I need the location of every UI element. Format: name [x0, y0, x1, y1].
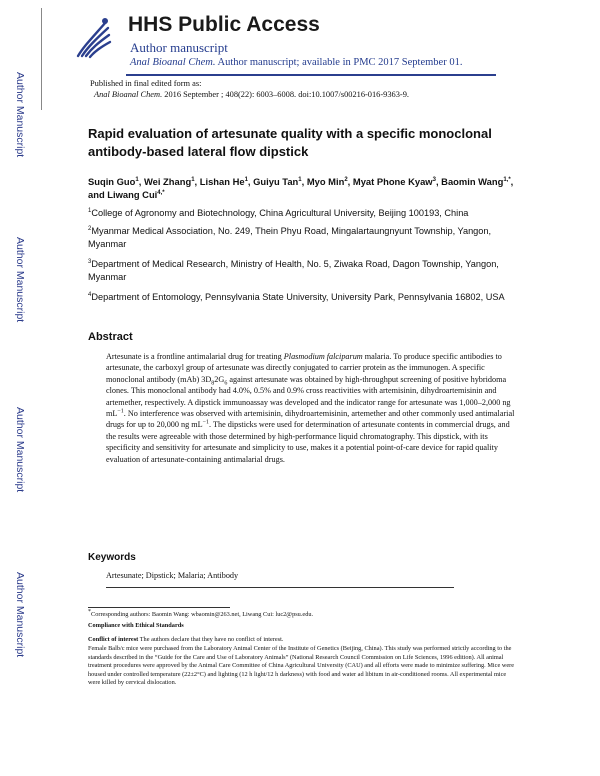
- conflict-statement: Conflict of interest The authors declare that they have no conflict of interest.: [88, 636, 284, 643]
- sidebar-label-1: Author Manuscript: [14, 72, 26, 158]
- abstract-body: Artesunate is a frontline antimalarial drug for treating Plasmodium falciparum malaria. To produce specific antibodies to artesunate, the carboxyl group of artesunate was directly conjugated to carrier protein as the immunogen. A specific monoclonal antibody (mAb) $3D_82G_6$ against artesunate was obtained by high-throughput screening of positive hybridoma clones. This monoclonal antibody had 4.0%, 0.5% and 0.9% cross reactivities with artemisinin, dihydroartemisinin and artemether, respectively. A dipstick immunoassay was developed and the indicator range for artesunate was 1,000–2,000 ng $mL^{-1}$. No interference was observed with artemisinin, dihydroartemisinin, artemether and other commonly used antimalarial drugs for up to 20,000 ng $mL^{-1}$. The dipsticks were used for determination of artesunate contents in commercial drugs, and the results were agreeable with those determined by high-performance liquid chromatography. This dipstick, with its specificity and sensitivity for artesunate and simplicity to use, makes it a potential point-of-care device for rapid quality evaluation of artesunate-containing antimalarial drugs.: [106, 352, 515, 464]
- keywords-rule: [106, 587, 454, 588]
- header-divider: [41, 8, 42, 110]
- affiliation-4: $^4$Department of Entomology, Pennsylvania State University, University Park, Pennsylvania 16802, USA: [88, 291, 505, 302]
- abstract-heading: Abstract: [88, 331, 133, 343]
- author-manuscript-label: Author manuscript: [130, 40, 228, 55]
- header-rule: [126, 74, 496, 76]
- publication-info: Published in final edited form as: Anal Bioanal Chem. 2016 September ; 408(22): 6003–6008. doi:10.1007/s00216-016-9363-9.: [90, 79, 409, 99]
- hhs-eagle-logo: [72, 16, 112, 62]
- article-title: Rapid evaluation of artesunate quality with a specific monoclonal antibody-based lateral flow dipstick: [88, 126, 492, 159]
- sidebar-label-4: Author Manuscript: [14, 572, 26, 658]
- sidebar-label-2: Author Manuscript: [14, 237, 26, 323]
- availability-line: Anal Bioanal Chem. Author manuscript; available in PMC 2017 September 01.: [130, 57, 463, 68]
- corresponding-footnote: *Corresponding authors: Baomin Wang: wbaomin@263.net, Liwang Cui: luc2@psu.edu.: [88, 608, 314, 618]
- keywords-list: Artesunate; Dipstick; Malaria; Antibody: [106, 571, 239, 580]
- keywords-heading: Keywords: [88, 552, 136, 563]
- affiliation-1: $^1$College of Agronomy and Biotechnology, China Agricultural University, Beijing 100193, China: [88, 207, 469, 218]
- compliance-heading: Compliance with Ethical Standards: [88, 622, 184, 629]
- affiliation-2: $^2$Myanmar Medical Association, No. 249, Thein Phyu Road, Mingalartaungnyunt Township, Yangon, Myanmar: [88, 225, 492, 249]
- author-list: Suqin Guo$^1$, Wei Zhang$^1$, Lishan He$^1$, Guiyu Tan$^1$, Myo Min$^2$, Myat Phone Kyaw$^3$, Baomin Wang$^{1,*}$, and Liwang Cui$^{4,*}$: [88, 176, 514, 200]
- sidebar-label-3: Author Manuscript: [14, 407, 26, 493]
- affiliation-3: $^3$Department of Medical Research, Ministry of Health, No. 5, Ziwaka Road, Dagon Township, Yangon, Myanmar: [88, 258, 499, 282]
- hhs-public-access-title: HHS Public Access: [128, 13, 320, 36]
- citation: Anal Bioanal Chem. 2016 September ; 408(22): 6003–6008. doi:10.1007/s00216-016-9363-9.: [94, 90, 409, 99]
- animal-statement: Female Balb/c mice were purchased from the Laboratory Animal Center of the Institute of Genetics (Beijing, China). This study was performed strictly according to the standards described in the “Guide for the Care and Use of Laboratory Animals” (National Research Council Commission on Life Sciences, 1996 edition). All animal treatment procedures were approved by the Animal Care Committee of China Agricultural University (CAU) and all efforts were made to minimize suffering. Mice were housed under controlled temperature (22±2°C) and lighting (12 h light/12 h darkness) with food and water ad libitum in air-conditioned rooms. All experimental mice were killed by cervical dislocation.: [88, 645, 515, 687]
- footnote-rule: [88, 607, 230, 608]
